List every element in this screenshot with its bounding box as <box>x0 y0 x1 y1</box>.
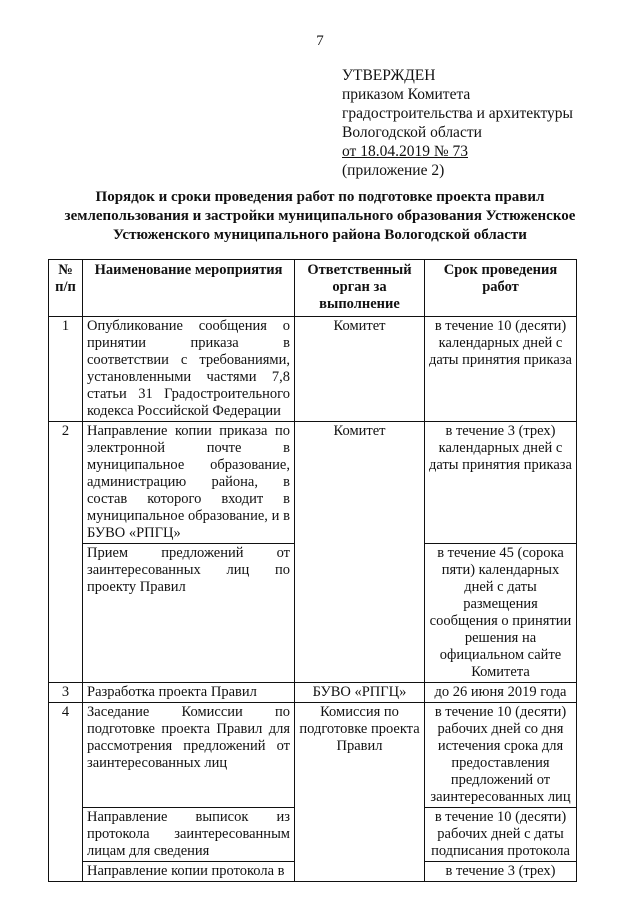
row-term: в течение 10 (десяти) календарных дней с даты принятия приказа <box>425 317 577 422</box>
row-name: Направление копии протокола в <box>83 862 295 882</box>
row-term: до 26 июня 2019 года <box>425 683 577 703</box>
approval-line: приказом Комитета <box>342 86 471 103</box>
row-org: Комитет <box>295 317 425 422</box>
approval-stamp <box>342 66 573 180</box>
table-row <box>49 422 577 544</box>
row-name: Направление выписок из протокола заинтересованным лицам для сведения <box>83 808 295 862</box>
header-num: № п/п <box>49 260 83 317</box>
row-name: Опубликование сообщения о принятии приказа в соответствии с требованиями, установленными частями 7,8 статьи 31 Градостроительного кодекса Российской Федерации <box>83 317 295 422</box>
approval-line: градостроительства и архитектуры <box>342 105 573 122</box>
title-line: Порядок и сроки проведения работ по подготовке проекта правил <box>95 189 545 205</box>
schedule-table <box>48 259 577 882</box>
row-name: Разработка проекта Правил <box>83 683 295 703</box>
row-num: 3 <box>49 683 83 703</box>
row-num: 4 <box>49 703 83 882</box>
page-number: 7 <box>316 33 324 49</box>
approval-line: (приложение 2) <box>342 162 445 179</box>
row-org: БУВО «РПГЦ» <box>295 683 425 703</box>
approval-order-ref: от 18.04.2019 № 73 <box>342 143 468 160</box>
row-term: в течение 45 (сорока пяти) календарных дней с даты размещения сообщения о принятии решения на официальном сайте Комитета <box>425 544 577 683</box>
row-term: в течение 3 (трех) <box>425 862 577 882</box>
row-org: Комиссия по подготовке проекта Правил <box>295 703 425 882</box>
approval-line: УТВЕРЖДЕН <box>342 67 436 84</box>
row-name: Прием предложений от заинтересованных лиц по проекту Правил <box>83 544 295 683</box>
row-term: в течение 10 (десяти) рабочих дней с даты подписания протокола <box>425 808 577 862</box>
table-header-row <box>49 260 577 317</box>
row-term: в течение 10 (десяти) рабочих дней со дня истечения срока для предоставления предложений от заинтересованных лиц <box>425 703 577 808</box>
table-row <box>49 683 577 703</box>
header-org: Ответственный орган за выполнение <box>295 260 425 317</box>
table-row <box>49 703 577 808</box>
row-num: 2 <box>49 422 83 683</box>
row-num: 1 <box>49 317 83 422</box>
approval-line: Вологодской области <box>342 124 482 141</box>
title-line: Устюженского муниципального района Вологодской области <box>113 227 527 243</box>
row-name: Заседание Комиссии по подготовке проекта Правил для рассмотрения предложений от заинтересованных лиц <box>83 703 295 808</box>
row-name: Направление копии приказа по электронной почте в муниципальное образование, администрацию района, в состав которого входит в муниципальное образование, и в БУВО «РПГЦ» <box>83 422 295 544</box>
table-row <box>49 317 577 422</box>
document-title <box>40 188 600 245</box>
header-term: Срок проведения работ <box>425 260 577 317</box>
header-name: Наименование мероприятия <box>83 260 295 317</box>
row-org: Комитет <box>295 422 425 683</box>
title-line: землепользования и застройки муниципального образования Устюженское <box>64 208 576 224</box>
row-term: в течение 3 (трех) календарных дней с даты принятия приказа <box>425 422 577 544</box>
